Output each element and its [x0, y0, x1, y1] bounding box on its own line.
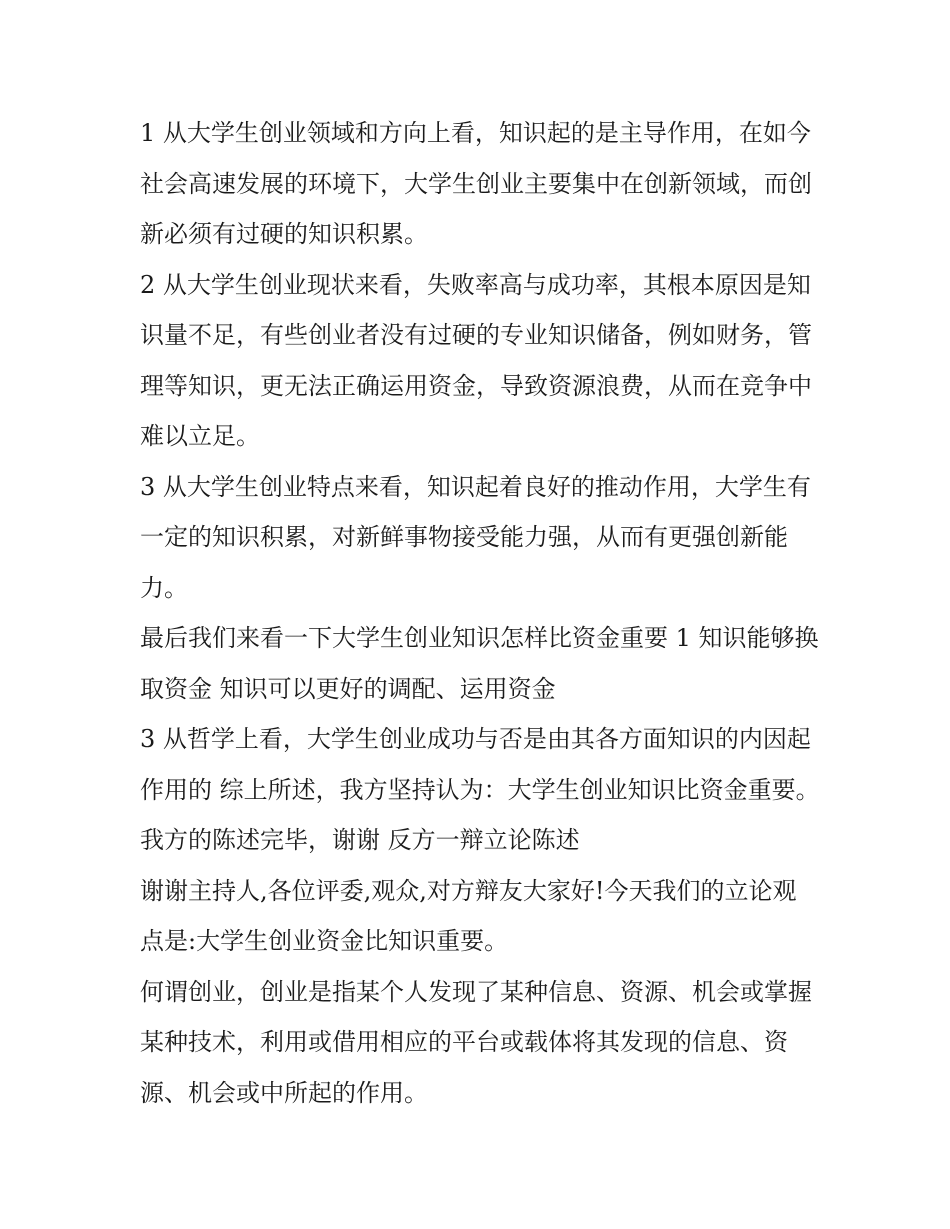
document-body: [140, 108, 820, 1118]
paragraph-2: 2 从大学生创业现状来看，失败率高与成功率，其根本原因是知识量不足，有些创业者没有过硬的专业知识储备，例如财务，管理等知识，更无法正确运用资金，导致资源浪费，从而在竞争中难以立足。: [140, 270, 812, 450]
paragraph-5: 3 从哲学上看，大学生创业成功与否是由其各方面知识的内因起作用的 综上所述，我方坚持认为：大学生创业知识比资金重要。我方的陈述完毕，谢谢 反方一辩立论陈述: [140, 725, 820, 854]
paragraph-4: 最后我们来看一下大学生创业知识怎样比资金重要 1 知识能够换取资金 知识可以更好的调配、运用资金: [140, 624, 819, 703]
paragraph-7: 何谓创业，创业是指某个人发现了某种信息、资源、机会或掌握某种技术，利用或借用相应的平台或载体将其发现的信息、资源、机会或中所起的作用。: [140, 977, 812, 1107]
paragraph-1: 1 从大学生创业领域和方向上看，知识起的是主导作用，在如今社会高速发展的环境下，大学生创业主要集中在创新领域，而创新必须有过硬的知识积累。: [140, 119, 812, 248]
paragraph-6: 谢谢主持人,各位评委,观众,对方辩友大家好!今天我们的立论观点是:大学生创业资金比知识重要。: [140, 876, 797, 955]
paragraph-3: 3 从大学生创业特点来看，知识起着良好的推动作用，大学生有一定的知识积累，对新鲜事物接受能力强，从而有更强创新能力。: [140, 472, 811, 602]
